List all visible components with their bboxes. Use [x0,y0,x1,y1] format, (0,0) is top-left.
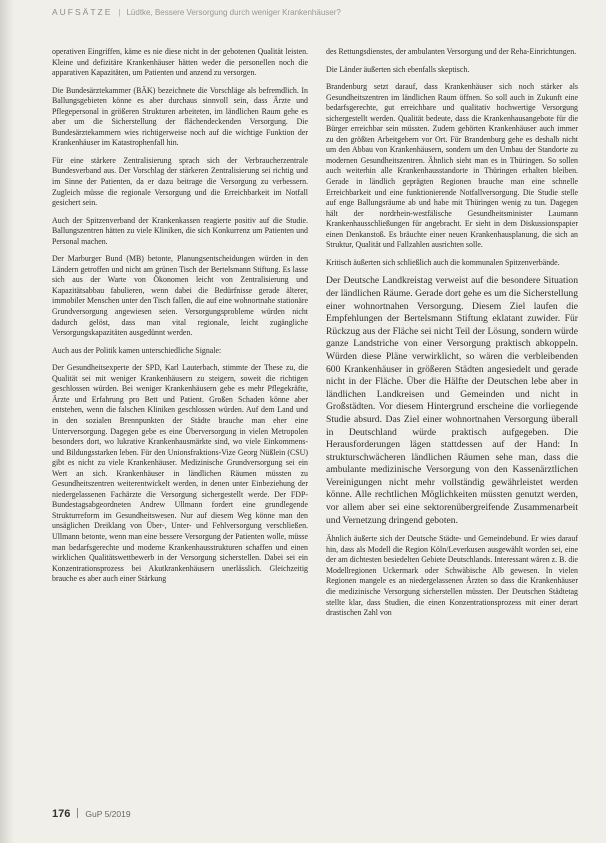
running-title: Lüdtke, Bessere Versorgung durch weniger Krankenhäuser? [126,8,341,17]
paragraph: Kritisch äußerten sich schließlich auch die kommunalen Spitzenverbände. [326,257,560,267]
paragraph: Der Marburger Bund (MB) betonte, Planungsentscheidungen würden in den Ländern getroffen und nicht am grünen Tisch der Bertelsmann Stiftung. Es lasse sich aus der Warte von Ökonomen leicht von Zentralisierung und Kapazitätsabbau fabulieren, wenn dabei die Bedürfnisse gerade älterer, immobiler Menschen unter den Tisch fallen, die auf eine wohnortnahe stationäre Grundversorgung angewiesen seien. Versorgungsprobleme würden nicht dadurch gelöst, dass man vital regionale, leicht zugängliche Versorgungskapazitäten ausgedünnt werden. [52,254,308,338]
page-number: 176 [52,808,71,820]
paragraph: Für eine stärkere Zentralisierung sprach sich der Verbraucherzentrale Bundesverband aus. Der Vorschlag der stärkeren Zentralisierung sei richtig und im Sinne der Patienten, da er dazu beitrage die Versorgung zu verbessern. Zugleich müsse die regionale Versorgung und die Erreichbarkeit im Notfall gesichert sein. [52,155,308,208]
paragraph: Ähnlich äußerte sich der Deutsche Städte- und Gemeindebund. Er wies darauf hin, dass als Modell die Region Köln/Leverkusen ausgewählt worden sei, eine der am dichtesten besiedelten Gebiete Deutschlands. Interessant wären z. B. die Modellregionen Uckermark oder Schwäbische Alb gewesen. In vielen Regionen mangele es an niedergelassenen Ärzten so dass die Krankenhäuser die medizinische Versorgung sicherstellen müssten. Der Deutschen Städtetag stellte klar, dass Studien, die einen Konzentrationsprozess mit einer derart drastischen Zahl von [326,534,578,618]
paragraph: Auch der Spitzenverband der Krankenkassen reagierte positiv auf die Studie. Ballungszentren hätten zu viele Kliniken, die sich Konkurrenz um Patienten und Personal machen. [52,215,308,246]
paragraph: operativen Eingriffen, käme es nie diese nicht in der gebotenen Qualität leisten. Kleine und defizitäre Krankenhäuser hätten weder die personellen noch die apparativen Kapazitäten, um Patienten und anzend zu versorgen. [52,47,308,78]
footer-separator [77,808,78,818]
running-header [52,7,566,21]
paragraph: Der Gesundheitsexperte der SPD, Karl Lauterbach, stimmte der These zu, die Qualität sei mit weniger Krankenhäusern zu steigern, soweit die richtigen geschlossen würden. Bei weniger Krankenhäusern gebe es mehr Pflegekräfte, Ärzte und Erfahrung pro Bett und Patient. Großen Schaden könne aber entstehen, wenn die falschen Kliniken geschlossen würden. Auf dem Land und in den sozialen Brennpunkten der Städte brauche man eher eine Unterversorgung. Dagegen gebe es eine Überversorgung in vielen Metropolen besonders dort, wo lukrative Krankenhausmärkte sind, wo viele Einkommens- und Bildungsstarken leben. Für den Unionsfraktions-Vize Georg Nüßlein (CSU) gibt es nicht zu viele Krankenhäuser. Medizinische Grundversorgung sei ein Wert an sich. Krankenhäuser in ländlichen Räumen müssten zu Gesundheitszentren weiterentwickelt werden, in denen unter Einbeziehung der niedergelassenen Fachärzte die Versorgung sichergestellt werde. Der FDP-Bundestagsabgeordneten Andrew Ullmann fordert eine grundlegende Strukturreform im Gesundheitswesen. Nur auf diesem Weg könne man den unsäglichen Dreiklang von Über-, Unter- und Fehlversorgung verschließen. Ullmann betonte, wenn man eine bessere Versorgung der Patienten wolle, müsse man bedarfsgerechte und moderne Krankenhausstrukturen schaffen und einen wirklichen Qualitätswettbewerb in der Versorgung sicherstellen. Dabei sei ein Konzentrationsprozess bei Akutkrankenhäusern unerlässlich. Gleichzeitig brauche es aber auch einer Stärkung [52,363,308,584]
paragraph: Die Länder äußerten sich ebenfalls skeptisch. [326,64,470,74]
paragraph: Auch aus der Politik kamen unterschiedliche Signale: [52,345,222,355]
page-gutter-shadow [0,0,14,843]
page-footer [52,804,131,818]
paragraph: des Rettungsdienstes, der ambulanten Versorgung und der Reha-Einrichtungen. [326,47,577,56]
right-column [326,47,578,815]
section-label: AUFSÄTZE [52,7,113,17]
paragraph: Brandenburg setzt darauf, dass Krankenhäuser sich noch stärker als Gesundheitszentren im ländlichen Raum öffnen. So soll auch in Zukunft eine bedarfsgerechte, gut erreichbare und qualitativ hochwertige Versorgung sichergestellt werden. Qualität bedeute, dass die Krankenhausangebote für die Bürger erreichbar sein müssten. Zudem gehörten Krankenhäuser auch immer zu den größten Arbeitgebern vor Ort. Für Brandenburg gehe es deshalb nicht um den Abbau von Krankenhäusern, sondern um den Umbau der Standorte zu modernen Gesundheitszentren. Ähnlich sieht man es in Thüringen. So sollen auch weiterhin alle Krankenhausstandorte in Thüringen erhalten bleiben. Gerade in ländlich geprägten Regionen brauche man eine schnelle Erreichbarkeit und eine funktionierende Notfallversorgung. Die Studie stelle auf enge Ballungsräume ab und habe mit Thüringen wenig zu tun. Dagegen hält der nordrhein-westfälische Gesundheitsminister Laumann Krankenhausschließungen für angebracht. Er sieht in dem Diskussionspapier einen Denkanstoß. Es bräuchte einer neuen Krankenhausplanung, die sich an Struktur, Qualität und Fallzahlen ausrichten solle. [326,82,578,250]
paragraph: Die Bundesärztekammer (BÄK) bezeichnete die Vorschläge als befremdlich. In Ballungsgebieten könne es aber durchaus sinnvoll sein, dass Ärzte und Pflegepersonal in größeren Strukturen arbeiteten, im ländlichen Raum gehe es aber um die Sicherstellung der flächendeckenden Versorgung. Die Bundesärztekammern wies richtigerweise noch auf die wichtige Funktion der Krankenhäuser im Katastrophenfall hin. [52,85,308,148]
left-column [52,47,308,815]
paragraph-emphasized: Der Deutsche Landkreistag verweist auf die besondere Situation der ländlichen Räume. Gerade dort gehe es um die Sicherstellung einer wohnortnahen Versorgung. Diesem Ziel laufen die Empfehlungen der Bertelsmann Stiftung eklatant zuwider. Für Rückzug aus der Fläche sei nicht Teil der Lösung, sondern würde ganze Landstriche von einer Versorgung praktisch abkoppeln. Würden diese Pläne verwirklicht, so wären die verbleibenden 600 Krankenhäuser in größeren Städten angesiedelt und gerade nicht in der Fläche. Über die Hälfte der Deutschen lebe aber in ländlichen Landkreisen und Gemeinden und nicht in Großstädten. Vor diesem Hintergrund erscheine die vorliegende Studie absurd. Das Ziel einer wohnortnahen Versorgung überall in Deutschland würde praktisch aufgegeben. Die Herausforderungen lägen stattdessen auf der Hand: In strukturschwächeren ländlichen Räumen sehe man, dass die ambulante medizinische Versorgung von den Kassenärztlichen Vereinigungen nicht mehr vollständig gewährleistet werden könne. Alle rechtlichen Möglichkeiten müssten genutzt werden, vor allem aber sei eine sektorenübergreifende Zusammenarbeit und Vernetzung dringend geboten. [326,275,578,526]
issue-label: GuP 5/2019 [85,809,131,819]
header-separator: | [118,8,121,17]
